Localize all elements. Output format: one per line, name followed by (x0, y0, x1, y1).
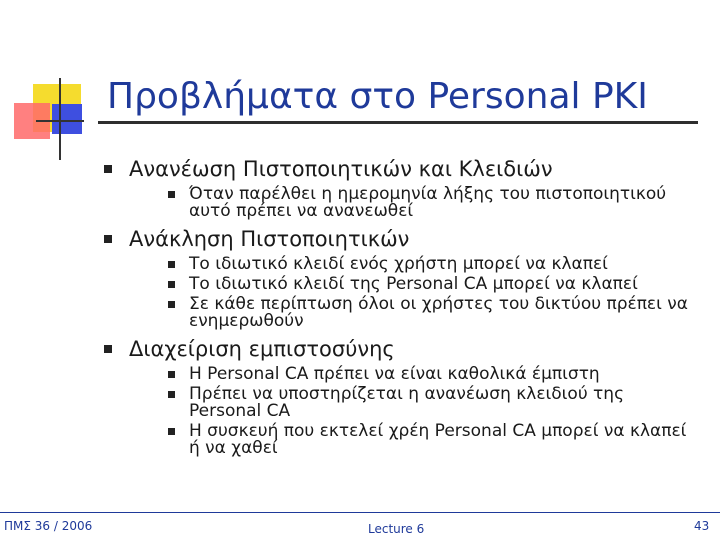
section-heading: Ανάκληση Πιστοποιητικών (129, 227, 410, 251)
decor-horizontal-line (36, 120, 84, 122)
square-bullet-icon (168, 428, 175, 435)
footer-divider (0, 512, 720, 513)
page-number: 43 (694, 519, 710, 533)
sub-item-text: Το ιδιωτικό κλειδί της Personal CA μπορεί να κλαπεί (189, 274, 638, 294)
title-underline (98, 121, 698, 124)
section-revocation (101, 226, 701, 330)
square-bullet-icon (104, 165, 112, 173)
section-heading: Ανανέωση Πιστοποιητικών και Κλειδιών (129, 157, 553, 181)
sub-item (129, 423, 701, 457)
sub-list (129, 186, 701, 220)
sub-item-text: Όταν παρέλθει η ημερομηνία λήξης του πιστοποιητικού αυτό πρέπει να ανανεωθεί (189, 184, 667, 221)
square-bullet-icon (168, 301, 175, 308)
square-bullet-icon (168, 261, 175, 268)
decor-vertical-line (59, 78, 61, 160)
section-trust-management (101, 336, 701, 457)
square-bullet-icon (168, 391, 175, 398)
section-renewal (101, 156, 701, 220)
sub-item-text: Το ιδιωτικό κλειδί ενός χρήστη μπορεί να κλαπεί (189, 254, 608, 274)
footer-lecture: Lecture 6 (368, 522, 425, 536)
section-heading: Διαχείριση εμπιστοσύνης (129, 337, 395, 361)
bullet-list (101, 156, 701, 463)
sub-item (129, 276, 701, 293)
decor-blue-square (52, 104, 82, 134)
sub-item-text: Η Personal CA πρέπει να είναι καθολικά έμπιστη (189, 364, 600, 384)
slide-title: Προβλήματα στο Personal PKI (107, 76, 648, 117)
sub-item-text: Η συσκευή που εκτελεί χρέη Personal CA μπορεί να κλαπεί ή να χαθεί (189, 421, 687, 458)
sub-item (129, 296, 701, 330)
square-bullet-icon (104, 345, 112, 353)
sub-item-text: Πρέπει να υποστηρίζεται η ανανέωση κλειδιού της Personal CA (189, 384, 625, 421)
square-bullet-icon (104, 235, 112, 243)
footer-course: ΠΜΣ 36 / 2006 (4, 519, 93, 533)
square-bullet-icon (168, 371, 175, 378)
square-bullet-icon (168, 191, 175, 198)
sub-item (129, 386, 701, 420)
square-bullet-icon (168, 281, 175, 288)
sub-list (129, 366, 701, 457)
sub-item-text: Σε κάθε περίπτωση όλοι οι χρήστες του δικτύου πρέπει να ενημερωθούν (189, 294, 688, 331)
sub-list (129, 256, 701, 330)
sub-item (129, 366, 701, 383)
sub-item (129, 186, 701, 220)
sub-item (129, 256, 701, 273)
